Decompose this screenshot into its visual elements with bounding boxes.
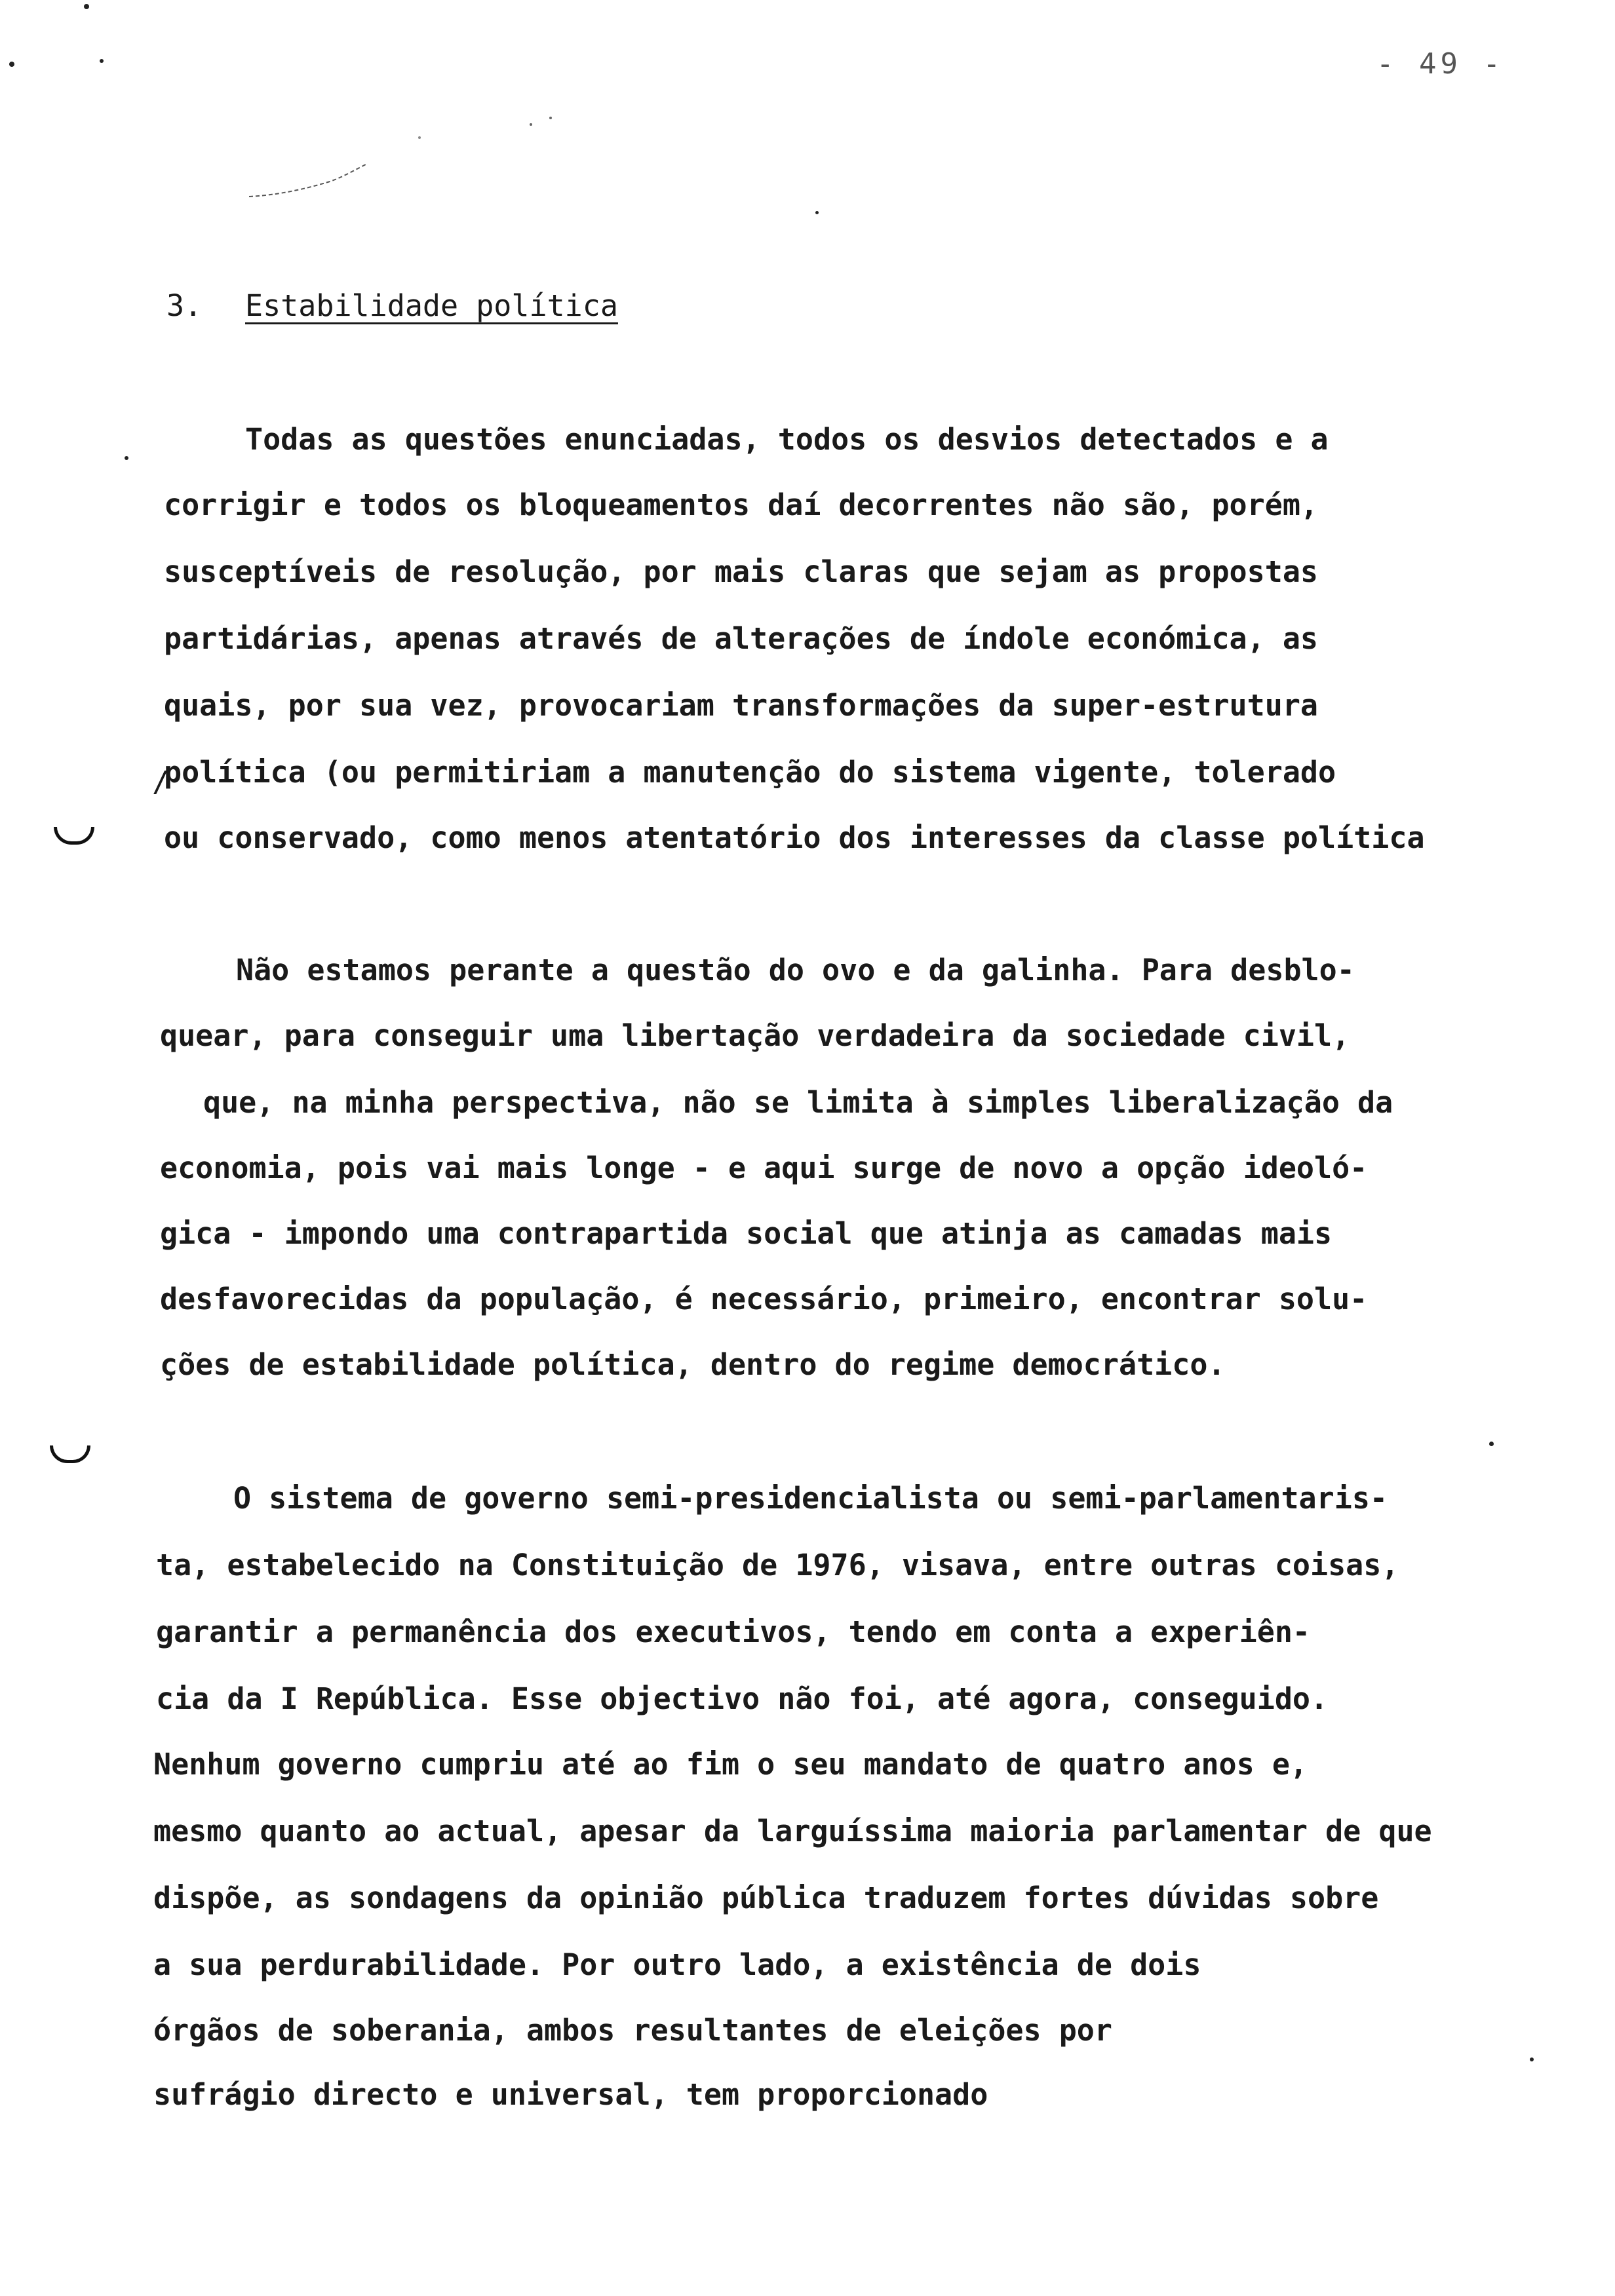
paragraph-line: gica - impondo uma contrapartida social que atinja as camadas mais <box>160 1216 1333 1251</box>
paragraph-line: a sua perdurabilidade. Por outro lado, a existência de dois <box>153 1947 1201 1982</box>
paragraph-line: quais, por sua vez, provocariam transformações da super-estrutura <box>164 688 1318 723</box>
paragraph-line: economia, pois vai mais longe - e aqui surge de novo a opção ideoló- <box>160 1151 1368 1185</box>
paragraph-line: ções de estabilidade política, dentro do regime democrático. <box>160 1347 1226 1382</box>
paragraph-line: mesmo quanto ao actual, apesar da larguíssima maioria parlamentar de que <box>153 1814 1432 1848</box>
scan-dot <box>100 59 104 63</box>
paragraph-line: corrigir e todos os bloqueamentos daí decorrentes não são, porém, <box>164 488 1318 522</box>
paragraph-line: órgãos de soberania, ambos resultantes de eleições por <box>153 2013 1112 2048</box>
page-number: - 49 - <box>1376 47 1504 81</box>
scan-dot <box>9 62 14 67</box>
paragraph-line: ou conservado, como menos atentatório dos interesses da classe política <box>164 820 1425 855</box>
paragraph-line: partidárias, apenas através de alterações de índole económica, as <box>164 621 1318 656</box>
paragraph-line: dispõe, as sondagens da opinião pública traduzem fortes dúvidas sobre <box>153 1881 1379 1915</box>
paragraph-line: Todas as questões enunciadas, todos os desvios detectados e a <box>245 422 1329 457</box>
paragraph-line: garantir a permanência dos executivos, tendo em conta a experiên- <box>156 1615 1310 1649</box>
paragraph-line: cia da I República. Esse objectivo não foi, até agora, conseguido. <box>156 1681 1329 1716</box>
paragraph-line: sufrágio directo e universal, tem proporcionado <box>153 2077 988 2112</box>
paragraph-line: O sistema de governo semi-presidencialista ou semi-parlamentaris- <box>233 1481 1388 1516</box>
margin-mark-slash: / <box>152 765 170 799</box>
section-number: 3. <box>166 288 203 323</box>
section-title: Estabilidade política <box>245 288 618 323</box>
scan-specks <box>249 98 590 210</box>
paragraph-line: susceptíveis de resolução, por mais claras que sejam as propostas <box>164 554 1318 589</box>
scan-dot <box>815 211 819 214</box>
paragraph-line: quear, para conseguir uma libertação verdadeira da sociedade civil, <box>160 1018 1350 1053</box>
scan-dot <box>1489 1442 1494 1446</box>
paragraph-line: desfavorecidas da população, é necessário, primeiro, encontrar solu- <box>160 1282 1368 1316</box>
scan-dot <box>1530 2057 1534 2061</box>
scan-dot <box>84 4 89 9</box>
section-heading <box>166 288 618 323</box>
scan-dot <box>125 456 128 460</box>
paragraph-line: que, na minha perspectiva, não se limita à simples liberalização da <box>203 1085 1393 1120</box>
paragraph-line: Nenhum governo cumpriu até ao fim o seu mandato de quatro anos e, <box>153 1747 1308 1782</box>
paragraph-line: Não estamos perante a questão do ovo e da galinha. Para desblo- <box>236 953 1355 987</box>
margin-mark <box>50 1445 90 1463</box>
paragraph-line: política (ou permitiriam a manutenção do sistema vigente, tolerado <box>164 755 1336 790</box>
paragraph-line: ta, estabelecido na Constituição de 1976, visava, entre outras coisas, <box>156 1548 1399 1582</box>
margin-mark <box>54 827 94 845</box>
